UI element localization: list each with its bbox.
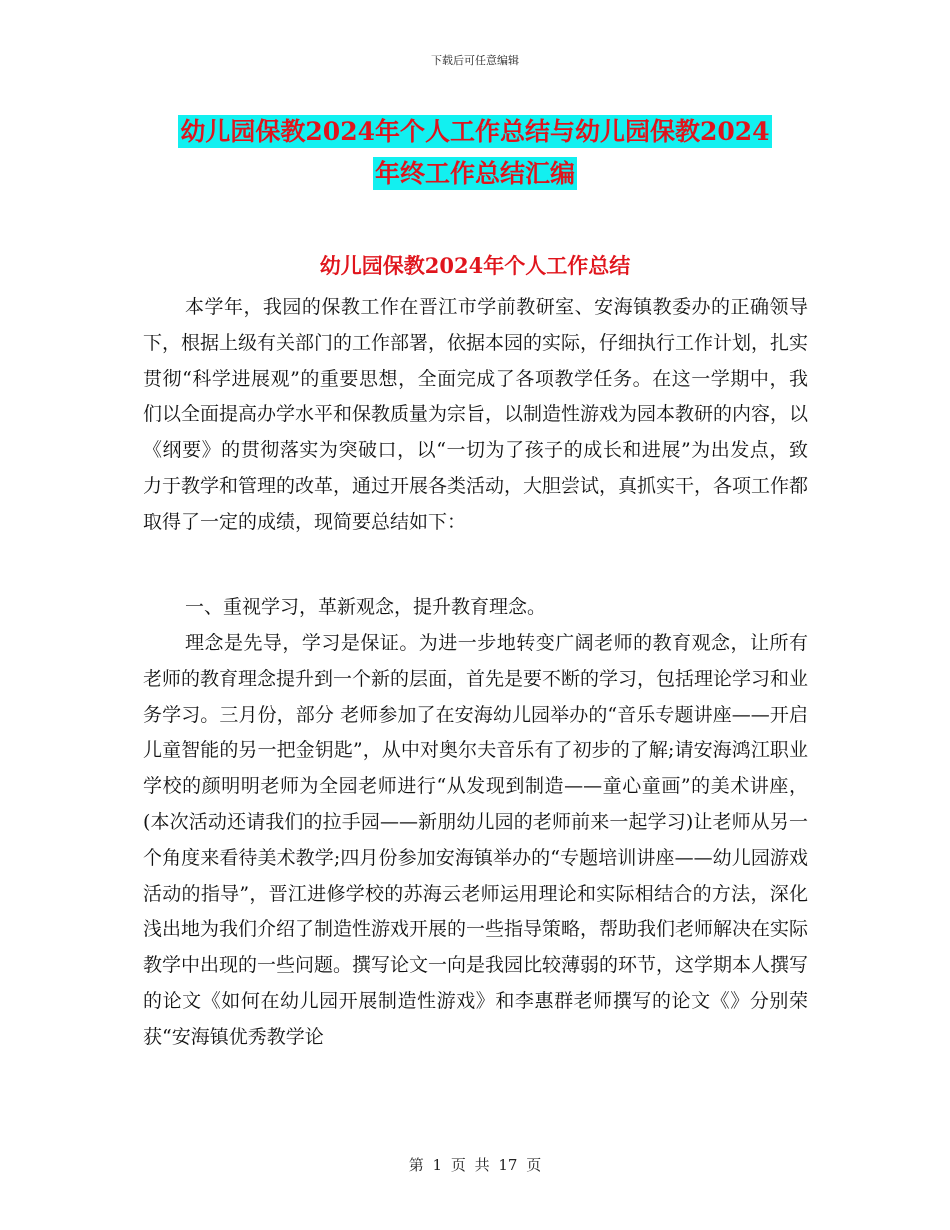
body-paragraph-3: 理念是先导，学习是保证。为进一步地转变广阔老师的教育观念，让所有老师的教育理念提升到一个新的层面，首先是要不断的学习，包括理论学习和业务学习。三月份，部分 老师参加了在安海幼儿园举办的“音乐专题讲座——开启儿童智能的另一把金钥匙”，从中对奥尔夫音乐有了初步的了解;请安海鸿江职业学校的颜明明老师为全园老师进行“从发现到制造——童心童画”的美术讲座，(本次活动还请我们的拉手园——新朋幼儿园的老师前来一起学习)让老师从另一个角度来看待美术教学;四月份参加安海镇举办的“专题培训讲座——幼儿园游戏活动的指导”，晋江进修学校的苏海云老师运用理论和实际相结合的方法，深化浅出地为我们介绍了制造性游戏开展的一些指导策略，帮助我们老师解决在实际教学中出现的一些问题。撰写论文一向是我园比较薄弱的环节，这学期本人撰写的论文《如何在幼儿园开展制造性游戏》和李惠群老师撰写的论文《》分别荣获“安海镇优秀教学论 bbox=[143, 632, 809, 1048]
body-paragraph-1: 本学年，我园的保教工作在晋江市学前教研室、安海镇教委办的正确领导下，根据上级有关部门的工作部署，依据本园的实际，仔细执行工作计划，扎实贯彻“科学进展观”的重要思想，全面完成了各项教学任务。在这一学期中，我们以全面提高办学水平和保教质量为宗旨，以制造性游戏为园本教研的内容，以《纲要》的贯彻落实为突破口，以“一切为了孩子的成长和进展”为出发点，致力于教学和管理的改革，通过开展各类活动，大胆尝试，真抓实干，各项工作都取得了一定的成绩，现简要总结如下： bbox=[143, 296, 809, 533]
document-title-line-2 bbox=[0, 157, 950, 191]
document-title-text-1: 幼儿园保教2024年个人工作总结与幼儿园保教2024 bbox=[180, 117, 770, 146]
section-title: 幼儿园保教2024年个人工作总结 bbox=[319, 253, 631, 278]
document-title-text-2: 年终工作总结汇编 bbox=[374, 159, 575, 188]
document-title-line-1 bbox=[0, 115, 950, 149]
page-footer: 第 1 页 共 17 页 bbox=[408, 1156, 542, 1174]
body-paragraph-2-heading: 一、重视学习，革新观念，提升教育理念。 bbox=[185, 596, 547, 618]
page-header-note: 下载后可任意编辑 bbox=[431, 54, 519, 67]
